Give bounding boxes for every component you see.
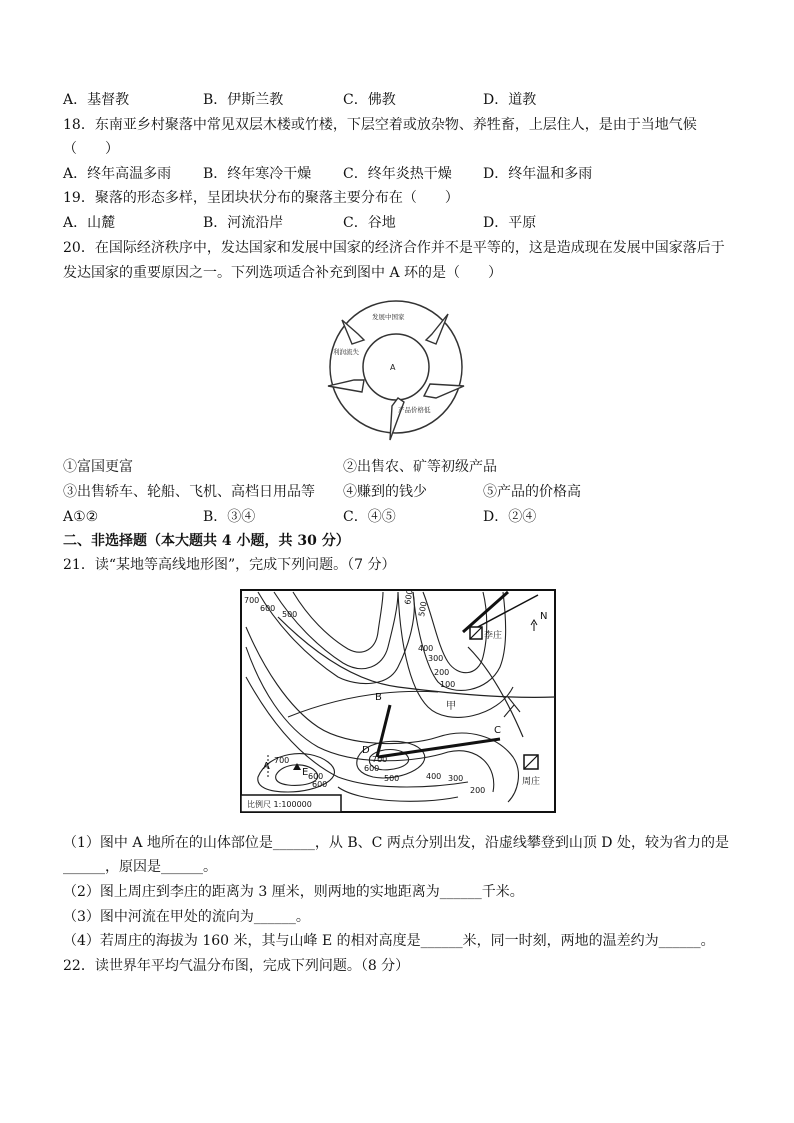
point-e: E [302,767,309,778]
cycle-label-top: 发展中国家 [372,313,405,321]
north-label: N [540,611,548,622]
contour-label-600a: 600 [260,604,276,613]
contour-label-400a: 400 [418,644,434,653]
q20-option-c: C．④⑤ [343,509,396,525]
point-a: A [263,761,270,772]
contour-label-700a: 700 [244,596,260,605]
q20-option-a: A①② [63,509,99,525]
q19-option-b: B．河流沿岸 [203,215,284,231]
q19-option-a: A．山麓 [63,215,116,231]
point-b: B [375,692,382,703]
point-d: D [362,745,370,756]
contour-label-200a: 200 [434,668,450,677]
q21-sub1-line2: ______，原因是______。 [63,859,217,875]
place-lizhuang: 李庄 [484,631,503,641]
contour-label-700b: 700 [274,756,290,765]
scale-label: 比例尺 1:100000 [247,800,312,809]
contour-label-400b: 400 [426,772,442,781]
contour-label-100a: 100 [440,680,456,689]
q18-stem: 18．东南亚乡村聚落中常见双层木楼或竹楼，下层空着或放杂物、养牲畜，上层住人，是由于当地气候 [63,117,697,133]
contour-label-600c: 600 [308,772,324,781]
q20-item-4: ④赚到的钱少 [343,484,427,500]
contour-label-300b: 300 [448,774,464,783]
q18-paren: （ ） [63,141,119,157]
q19-option-d: D．平原 [483,215,537,231]
q17-option-d: D．道教 [483,92,537,108]
q17-option-b: B．伊斯兰教 [203,92,284,108]
q18-option-b: B．终年寒冷干燥 [203,166,312,182]
q20-option-b: B．③④ [203,509,256,525]
contour-label-200b: 200 [470,786,486,795]
contour-label-600b: 600 [403,588,415,606]
contour-label-500a: 500 [282,610,298,619]
q20-item-2: ②出售农、矿等初级产品 [343,459,497,475]
contour-label-600d: 600 [364,764,380,773]
q20-item-3: ③出售轿车、轮船、飞机、高档日用品等 [63,484,315,500]
contour-map [238,587,558,815]
place-zhouzhuang: 周庄 [522,777,541,787]
q20-stem-line1: 20．在国际经济秩序中，发达国家和发展中国家的经济合作并不是平等的，这是造成现在发展中国家落后于 [63,240,725,256]
q20-item-1: ①富国更富 [63,459,133,475]
q21-sub3: （3）图中河流在甲处的流向为______。 [63,909,310,925]
q18-option-d: D．终年温和多雨 [483,166,593,182]
cycle-label-right: 产品价格低 [398,406,431,414]
q21-sub4: （4）若周庄的海拔为 160 米，其与山峰 E 的相对高度是______米，同一时刻，两地的温差约为______。 [63,933,715,949]
cycle-label-left: 利润流失 [333,348,359,356]
q18-option-c: C．终年炎热干燥 [343,166,452,182]
q19-stem: 19．聚落的形态多样，呈团块状分布的聚落主要分布在（ ） [63,190,459,206]
cycle-label-center: A [390,363,396,372]
contour-label-600e: 600 [312,780,328,789]
q20-item-5: ⑤产品的价格高 [483,484,581,500]
contour-label-300a: 300 [428,654,444,663]
q17-option-a: A．基督教 [63,92,130,108]
contour-label-500b: 500 [417,600,429,618]
q22-stem: 22．读世界年平均气温分布图，完成下列问题。（8 分） [63,958,410,974]
section-2-heading: 二、非选择题（本大题共 4 小题，共 30 分） [63,533,350,549]
q19-option-c: C．谷地 [343,215,396,231]
contour-label-500c: 500 [384,774,400,783]
q17-option-c: C．佛教 [343,92,396,108]
q18-option-a: A．终年高温多雨 [63,166,172,182]
q20-option-d: D．②④ [483,509,537,525]
q21-sub1-line1: （1）图中 A 地所在的山体部位是______，从 B、C 两点分别出发，沿虚线攀登到山顶 D 处，较为省力的是 [63,835,729,851]
q21-sub2: （2）图上周庄到李庄的距离为 3 厘米，则两地的实地距离为______千米。 [63,884,524,900]
q21-stem: 21．读“某地等高线地形图”，完成下列问题。（7 分） [63,557,396,573]
contour-label-700c: 700 [372,755,388,764]
cycle-diagram [324,300,469,445]
q20-stem-line2: 发达国家的重要原因之一。下列选项适合补充到图中 A 环的是（ ） [63,265,503,281]
point-c: C [494,725,501,736]
point-jia: 甲 [446,701,456,712]
